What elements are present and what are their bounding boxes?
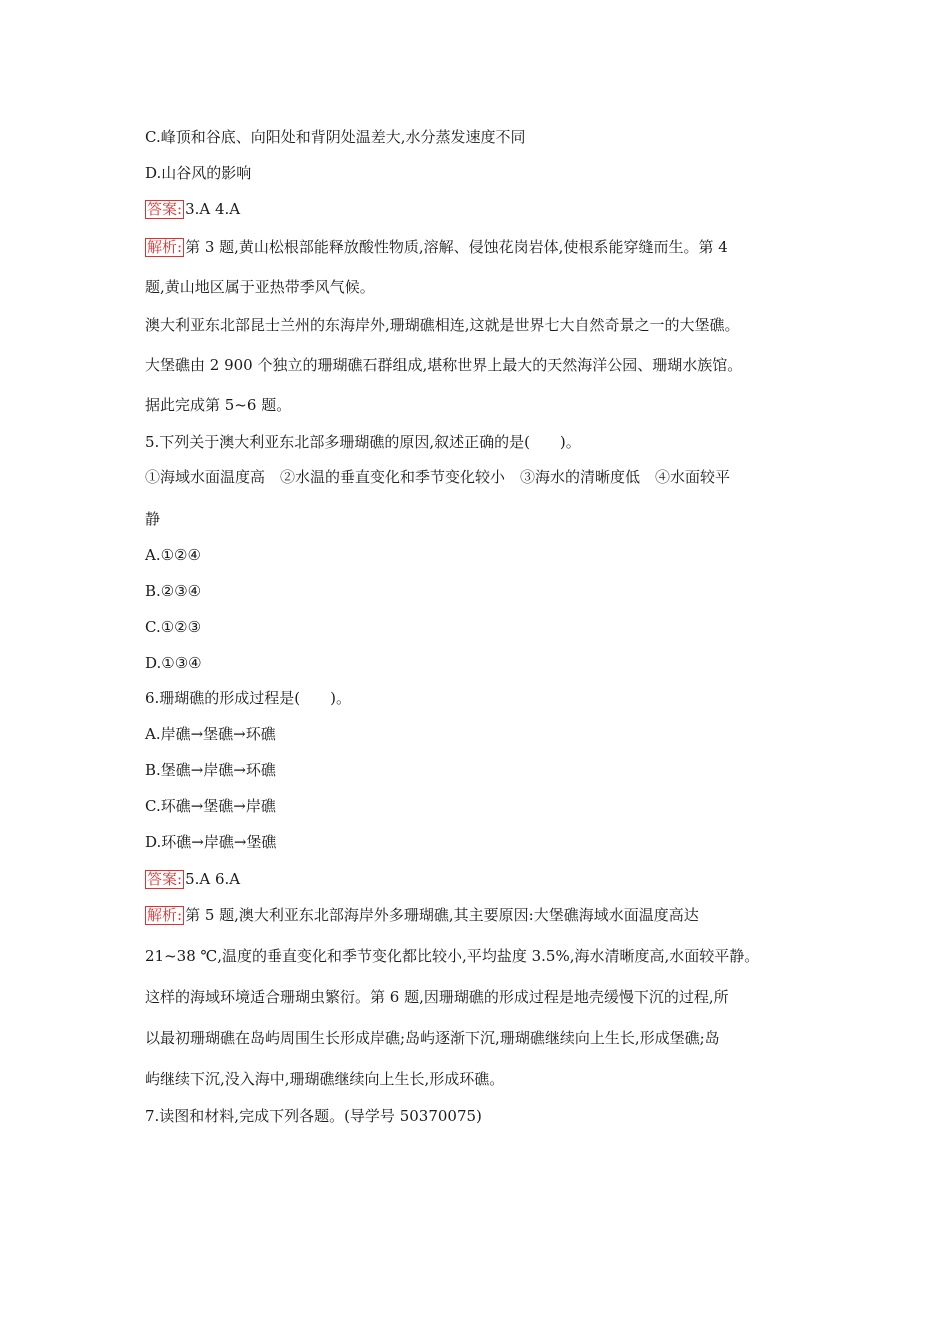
question-5-statements: ①海域水面温度高 ②水温的垂直变化和季节变化较小 ③海水的清晰度低 ④水面较平: [145, 468, 731, 486]
answer-text: 5.A 6.A: [185, 870, 241, 888]
answer-line-2: [145, 869, 240, 889]
material-paragraph: 澳大利亚东北部昆士兰州的东海岸外,珊瑚礁相连,这就是世界七大自然奇景之一的大堡礁。: [145, 316, 740, 334]
analysis-continuation: 21~38 ℃,温度的垂直变化和季节变化都比较小,平均盐度 3.5%,海水清晰度高,水面较平静。: [145, 947, 760, 965]
analysis-label: 解析:: [147, 238, 183, 256]
answer-label: 答案:: [147, 870, 183, 888]
question-6: 6.珊瑚礁的形成过程是( )。: [145, 689, 352, 707]
q5-option-a: A.①②④: [145, 546, 201, 564]
analysis-text: 第 3 题,黄山松根部能释放酸性物质,溶解、侵蚀花岗岩体,使根系能穿缝而生。第 4: [185, 238, 728, 256]
analysis-continuation: 题,黄山地区属于亚热带季风气候。: [145, 278, 375, 296]
analysis-continuation: 这样的海域环境适合珊瑚虫繁衍。第 6 题,因珊瑚礁的形成过程是地壳缓慢下沉的过程,所: [145, 988, 729, 1006]
analysis-line-2: [145, 905, 699, 925]
question-5: 5.下列关于澳大利亚东北部多珊瑚礁的原因,叙述正确的是( )。: [145, 433, 581, 451]
q4-option-d: D.山谷风的影响: [145, 164, 252, 182]
analysis-label: 解析:: [147, 906, 183, 924]
answer-label: 答案:: [147, 200, 183, 218]
analysis-line-1: [145, 237, 728, 257]
analysis-continuation: 以最初珊瑚礁在岛屿周围生长形成岸礁;岛屿逐渐下沉,珊瑚礁继续向上生长,形成堡礁;岛: [145, 1029, 720, 1047]
question-7: 7.读图和材料,完成下列各题。(导学号 50370075): [145, 1107, 482, 1125]
q6-option-b: B.堡礁→岸礁→环礁: [145, 761, 276, 779]
q5-option-b: B.②③④: [145, 582, 202, 600]
q5-option-d: D.①③④: [145, 654, 202, 672]
analysis-continuation: 屿继续下沉,没入海中,珊瑚礁继续向上生长,形成环礁。: [145, 1070, 505, 1088]
q6-option-c: C.环礁→堡礁→岸礁: [145, 797, 276, 815]
material-paragraph: 大堡礁由 2 900 个独立的珊瑚礁石群组成,堪称世界上最大的天然海洋公园、珊瑚水族馆。: [145, 356, 743, 374]
answer-line-1: [145, 199, 240, 219]
material-paragraph: 据此完成第 5~6 题。: [145, 396, 292, 414]
q6-option-d: D.环礁→岸礁→堡礁: [145, 833, 277, 851]
question-5-statements-cont: 静: [145, 510, 161, 528]
q5-option-c: C.①②③: [145, 618, 202, 636]
analysis-text: 第 5 题,澳大利亚东北部海岸外多珊瑚礁,其主要原因:大堡礁海域水面温度高达: [185, 906, 699, 924]
q6-option-a: A.岸礁→堡礁→环礁: [145, 725, 276, 743]
answer-text: 3.A 4.A: [185, 200, 241, 218]
q4-option-c: C.峰顶和谷底、向阳处和背阴处温差大,水分蒸发速度不同: [145, 128, 526, 146]
